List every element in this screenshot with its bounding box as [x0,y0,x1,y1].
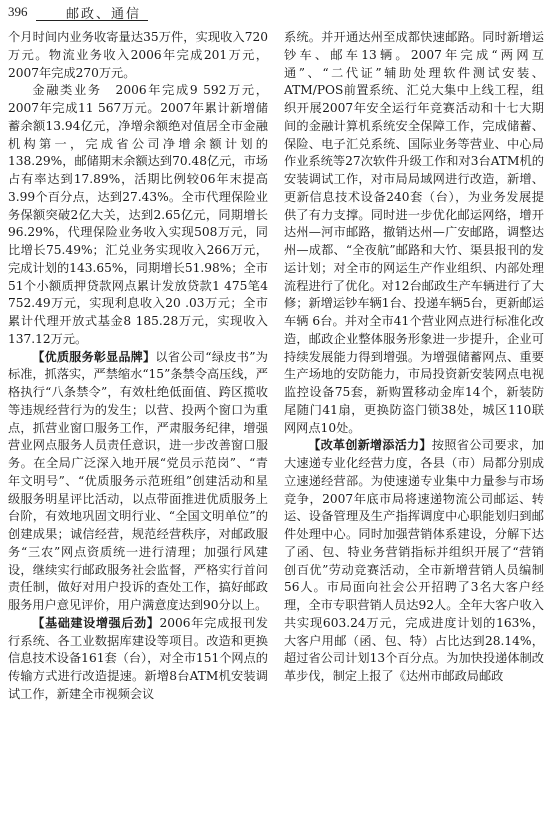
section-title: 邮政、通信 [66,6,142,21]
right-column [284,29,544,686]
paragraph-reform-text: 按照省公司要求，加大速递专业化经营力度，各县（市）局都分别成立速递经营部。为使速递专业集中力量参与市场竞争，2007年底市局将速递物流公司邮运、转运、设备管理及生产指挥调度中心职能划归到邮件处理中心。同时加强营销体系建设，分解下达了函、包、特业务营销指标并组织开展了“营销创百优”劳动竞赛活动，全市新增营销人员编制56人。市局面向社会公开招聘了3名大客户经理，全市专职营销人员达92人。全年大客户收入共实现603.24万元，完成进度计划的163%，大客户用邮（函、包、特）占比达到28.14%，超过省公司计划13个百分点。为加快投递体制改革步伐，制定上报了《达州市邮政局邮政 [284,438,544,683]
paragraph-quality-service-text: 以省公司“绿皮书”为标准，抓落实，严禁缩水“15”条禁令高压线，严格执行“八条禁令”，有效杜绝低面值、跨区揽收等违规经营行为的发生；以营、投两个窗口为重点，抓营业窗口服务工作，严肃服务纪律，增强营业网点服务人员责任意识，进一步改善窗口服务。在全局广泛深入地开展“党员示范岗”、“青年文明号”、“优质服务示范班组”创建活动和星级服务明星评比活动，以点带面推进优质服务上台阶，有效地巩固文明行业、“全国文明单位”的创建成果；诚信经营，规范经营秩序，对邮政服务“三农”网点资质统一进行清理；加强行风建设，继续实行邮政服务社会监督，严格实行首问责任制，做好对用户投诉的查处工作，搞好邮政服务用户意见评价，用户满意度达到90分以上。 [8,349,268,612]
subheading-reform: 【改革创新增添活力】 [308,438,432,453]
paragraph-finance: 金融类业务 2006年完成9 592万元，2007年完成11 567万元。2007年累计新增储蓄余额13.94亿元，净增余额绝对值居全市金融机构第一，完成省公司净增余额计划的138.29%，邮储期末余额达到70.48亿元，市场占有率达到17.89%，活期比例较06年末提高3.99个百分点，达到27.43%。全市代理保险业务保额突破2亿大关，达到2.65亿元，同期增长96.29%，代理保险业务收入实现508万元，同比增长75.49%；汇兑业务实现收入266万元，完成计划的143.65%，同期增长51.98%；全市51个小额质押贷款网点累计发放贷款1 475笔4 752.49万元，实现利息收入20 .03万元；全市累计代理开放式基金8 185.28万元，实现收入137.12万元。 [8,83,268,346]
paragraph-systems: 系统。并开通达州至成都快速邮路。同时新增运钞车、邮车13辆。2007年完成“两网互通”、“二代证”辅助处理软件测试安装、ATM/POS前置系统、汇兑大集中上线工程，组织开展2007年安全运行年竞赛活动和十七大期间的金融计算机系统安全保障工作，完成储蓄、保险、电子汇兑系统、国际业务等营业、中心局作业系统等27次软件升级工作和对3台ATM机的安装调试工作，对市局局域网进行改造，新增、更新信息技术设备240套（台），为业务发展提供了有力支撑。同时进一步优化邮运网络，增开达州—河市邮路，撤销达州—广安邮路，调整达州—成都、“全夜航”邮路和大竹、渠县报刊的发运计划；对全市的网运生产作业组织、内部处理流程进行了优化。对12台邮政生产车辆进行了大修；新增运钞车辆1台、投递车辆5台，更新邮运车辆 6台。并对全市41个营业网点进行标准化改造，邮政企业整体服务形象进一步提升，企业可持续发展能力得到增强。为增强储蓄网点、重要生产场地的安防能力，市局投资新安装网点电视监控设备75套，新购置移动金库14个，新装防尾随门41扇，更换防盗门锁38处，城区110联网网点10处。 [284,30,544,435]
page-number: 396 [8,4,28,19]
paragraph-reform [284,437,544,686]
paragraph-infrastructure [8,615,268,704]
paragraph-logistics: 个月时间内业务收寄量达35万件，实现收入720万元。物流业务收入2006年完成201万元，2007年完成270万元。 [8,30,268,80]
left-column [8,29,268,704]
subheading-quality-service: 【优质服务彰显品牌】 [32,349,156,364]
paragraph-quality-service [8,349,268,615]
header-rule [36,20,148,21]
paragraph-infrastructure-text: 2006年完成报刊发行系统、各工业数据库建设等项目。改造和更换信息技术设备161套（台），对全市151个网点的传输方式进行改造提速。新增8台ATM机安装调试工作，新建全市视频会议 [8,615,268,701]
subheading-infrastructure: 【基础建设增强后劲】 [32,615,160,630]
page-header [8,3,542,19]
